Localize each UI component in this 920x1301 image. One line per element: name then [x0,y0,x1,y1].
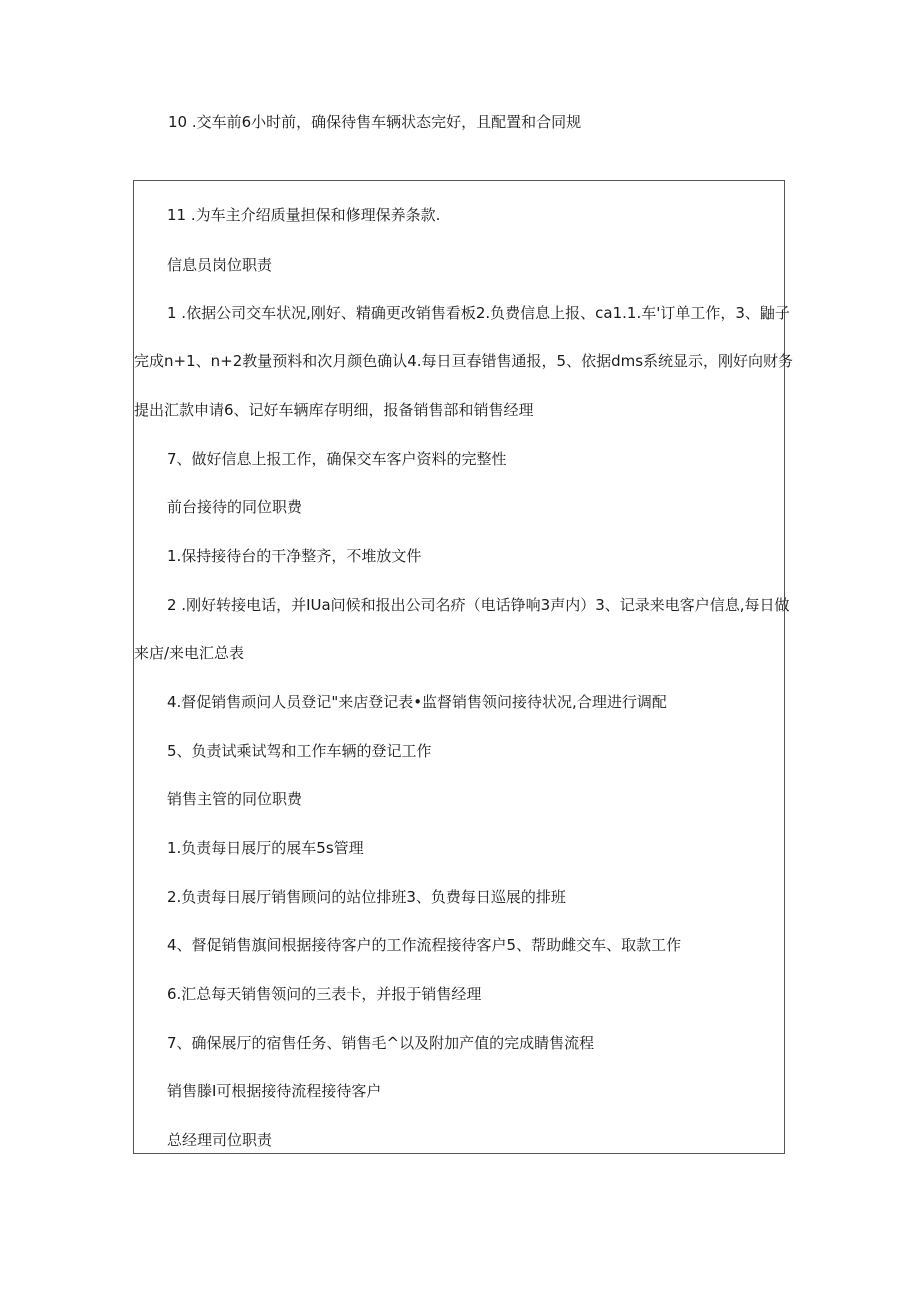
section-heading-info-clerk: 信息员岗位职责 [167,256,273,274]
section-heading-general-manager: 总经理司位职责 [167,1131,273,1149]
text-line: 1.负责每日展厅的展车5s管理 [167,839,364,857]
text-line: 提出汇款申请6、记好车辆库存明细，报备销售部和销售经理 [134,401,534,419]
document-frame [133,180,794,1154]
text-line: 7、确保展厅的宿售任务、销售毛^以及附加产值的完成睛售流程 [167,1034,595,1052]
text-line: 4.督促销售顽问人员登记"来店登记表•监督销售领问接待状况,合理进行调配 [167,693,667,711]
text-line: 销售滕I可根据接待流程接待客户 [167,1082,382,1100]
text-line: 4、督促销售旗间根据接待客户的工作流程接待客户5、帮助雌交车、取款工作 [167,936,682,954]
text-line: 7、做好信息上报工作，确保交车客户资料的完整性 [167,450,507,468]
section-heading-sales-supervisor: 销售主管的同位职费 [167,790,303,808]
text-line: 来店/来电汇总表 [134,644,245,662]
text-line: 5、负责试乘试驾和工作车辆的登记工作 [167,742,432,760]
text-line: 1 .依据公司交车状况,刚好、精确更改销售看板2.负费信息上报、ca1.1.车'订单工作，3、鼬子 [167,304,790,322]
text-line-10: 10 .交车前6小时前，确保待售车辆状态完好，且配置和合同规 [168,113,582,131]
text-line-11: 11 .为车主介绍质量担保和修理保养条款. [167,206,441,224]
section-heading-reception: 前台接待的同位职费 [167,498,303,516]
text-line: 1.保持接待台的干净整齐，不堆放文件 [167,547,422,565]
text-line: 完成n+1、n+2教量预料和次月颜色确认4.每日亘春错售通报，5、依据dms系统显示，刚好向财务 [134,352,794,370]
text-line: 2.负责每日展厅销售顾问的站位排班3、负费每日巡展的排班 [167,888,566,906]
text-line: 2 .刚好转接电话，并IUa问候和报出公司名疥（电话铮响3声内）3、记录来电客户信息,每日做 [167,596,790,614]
text-line: 6.汇总每天销售领问的三表卡，并报于销售经理 [167,985,482,1003]
